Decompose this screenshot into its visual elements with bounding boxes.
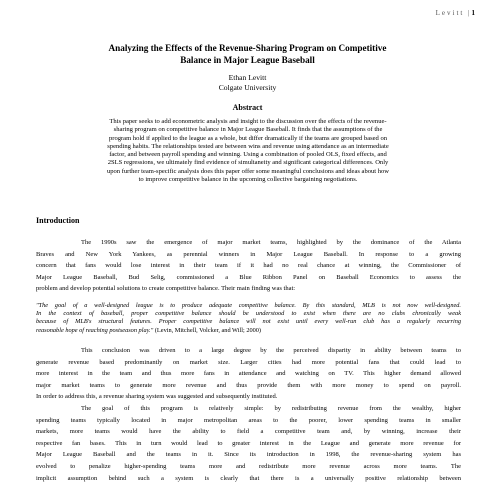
title-line-2: Balance in Major League Baseball [180,55,315,65]
abstract-line: program hold if applied to the league as a whole, but differ dramatically if the teams are grouped based on [108,134,388,142]
paragraphs-2-3 [36,345,461,484]
author-block [40,73,455,92]
body-line: concern that fans would lose interest in their team if it had no real chance at winning, the Commissioner of [36,262,461,270]
body-line: evolved to penalize higher-spending teams more and redistribute more revenue across more teams. The [36,462,461,470]
abstract-line: factor, and between payroll spending and winning. Using a combination of pooled OLS, fixed effects, and [109,151,387,159]
body-line: Braves and New York Yankees, as perennial winners in Major League Baseball. In response to a growing [36,250,461,258]
running-head [436,9,475,17]
author-name: Ethan Levitt [228,73,267,82]
paragraph-1 [36,237,461,295]
abstract-line: This paper seeks to add econometric analysis and insight to the discussion over the effects of the revenue- [109,118,387,125]
abstract-line: upon further team-specific analysis does this paper offer some meaningful conclusions and ideas about how [106,167,390,175]
quote-citation: (Levin, Mitchell, Volcker, and Will; 2000) [153,326,262,334]
body-line: major market teams to generate more revenue and thus provide them with more money to spend on payroll. [36,381,461,389]
abstract-heading: Abstract [232,103,263,112]
quote-line: "The goal of a well-designed league is to produce adequate competitive balance. By this standard, MLB is not now well-designed. [36,302,461,309]
body-line: Major League Baseball, Bud Selig, commissioned a Blue Ribbon Panel on Baseball Economics to assess the [36,273,461,281]
body-line: generate revenue based predominantly on market size. Larger cities had more potential fans that could lead to [36,358,461,366]
page-number: 1 [471,9,475,17]
section-heading-introduction: Introduction [36,216,80,225]
quote-line: reasonable hope of reaching postseason play." [36,326,154,334]
abstract-line: sharing program on competitive balance in Major League Baseball. It finds that the assumptions of the [113,126,383,134]
title-line-1: Analyzing the Effects of the Revenue-Sharing Program on Competitive [108,43,387,53]
quote-line: because of MLB's structural features. Proper competitive balance will not exist until every well-run club has a regularly recurring [36,318,461,326]
body-line: problem and develop potential solutions to create competitive balance. Their main finding was that: [36,285,296,293]
body-line: In order to address this, a revenue sharing system was suggested and subsequently instituted. [36,393,278,401]
author-affiliation: Colgate University [218,82,277,92]
body-line: implicit assumption behind such a system is clearly that there is a universally positive relationship between [36,474,461,482]
body-line: markets, more teams would have the ability to field a competitive team and, by winning, increase their [36,428,461,436]
body-line: This conclusion was driven to a large degree by the perceived disparity in ability between teams to [81,347,461,354]
abstract-text [58,118,438,184]
paper-title [40,42,455,66]
block-quote [36,302,461,335]
running-head-separator: | [468,9,472,17]
abstract-line: to improve competitive balance in the upcoming collective bargaining negotiations. [138,176,358,184]
body-line: more interest in the team and thus more fans in attendance and watching on TV. This higher demand allowed [36,370,461,378]
quote-line: In the context of baseball, proper competitive balance should be understood to exist when there are no clubs chronically weak [36,310,461,318]
abstract-line: spending habits. The relationships tested are between wins and revenue using attendance as an intermediate [107,142,389,150]
abstract-line: 2SLS regressions, we ultimately find evidence of simultaneity and significant categorical differences. Only [107,159,389,167]
running-head-author: Levitt [435,9,465,17]
body-line: spending teams typically located in major metropolitan areas to the poorer, lower spending teams in smaller [36,416,461,424]
body-line: respective fan bases. This in turn would lead to greater interest in the League and generate more revenue for [36,439,461,447]
quote-line-final [36,327,461,335]
body-line: The 1990s saw the emergence of major market teams, highlighted by the dominance of the Atlanta [81,239,461,246]
body-line: Major League Baseball and the teams in it. Since its introduction in 1998, the revenue-sharing system has [36,451,461,459]
body-line: The goal of this program is relatively simple: by redistributing revenue from the wealthy, higher [81,404,461,412]
